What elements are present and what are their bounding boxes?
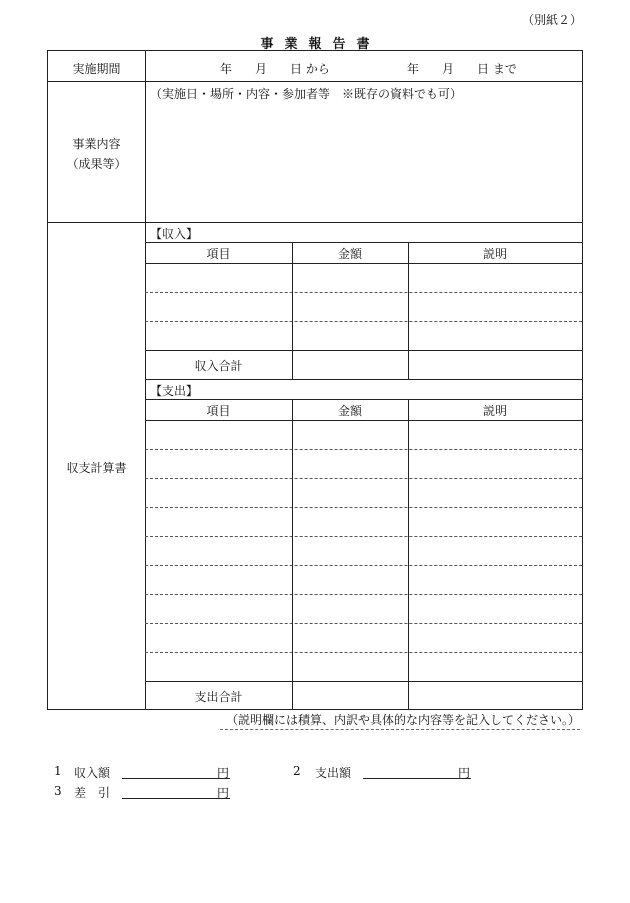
expense-row-line (145, 652, 582, 653)
summary-diff-field[interactable] (122, 784, 230, 799)
period-label: 実施期間 (72, 62, 121, 76)
expense-header: 【支出】 (150, 384, 199, 398)
expense-header-line (145, 399, 582, 400)
income-bottom-line (145, 379, 582, 380)
explanation-note: （説明欄には積算、内訳や具体的な内容等を記入してください。） (220, 711, 580, 730)
income-col-item: 項目 (206, 247, 231, 261)
summary-income-field[interactable] (122, 764, 230, 779)
income-col-desc: 説明 (482, 247, 507, 261)
content-hint[interactable]: （実施日・場所・内容・参加者等 ※既存の資料でも可） (150, 87, 463, 101)
period-month-from[interactable]: 月 (255, 62, 268, 76)
period-year-from[interactable]: 年 (220, 62, 233, 76)
expense-col-item: 項目 (206, 404, 231, 418)
expense-row-line (145, 565, 582, 566)
budget-label: 収支計算書 (66, 461, 127, 475)
period-year-to[interactable]: 年 (407, 62, 420, 76)
expense-row-line (145, 507, 582, 508)
expense-row-line (145, 594, 582, 595)
annex-label: （別紙２） (522, 13, 583, 27)
content-label-sub: （成果等） (66, 157, 127, 171)
income-row-line (145, 292, 582, 293)
expense-total-line (145, 681, 582, 682)
expense-row-line (145, 478, 582, 479)
income-col-amount: 金額 (337, 247, 362, 261)
summary-expense-no: 2 (293, 764, 301, 778)
expense-col-divider (408, 399, 409, 709)
expense-col-desc: 説明 (482, 404, 507, 418)
expense-row-line (145, 449, 582, 450)
expense-col-amount: 金額 (337, 404, 362, 418)
expense-row-line (145, 623, 582, 624)
expense-colhead-line (145, 420, 582, 421)
income-col-divider (292, 242, 293, 379)
summary-diff-no: 3 (54, 784, 62, 798)
income-row-line (145, 321, 582, 322)
summary-diff-unit: 円 (217, 786, 230, 800)
expense-col-divider (292, 399, 293, 709)
income-header: 【収入】 (150, 227, 199, 241)
summary-income-no: 1 (54, 764, 62, 778)
page-title: 事業報告書 (260, 37, 381, 52)
summary-expense-label: 支出額 (315, 766, 352, 780)
income-header-line (145, 242, 582, 243)
income-colhead-line (145, 263, 582, 264)
summary-expense-field[interactable] (363, 764, 471, 779)
summary-diff-label: 差 引 (74, 786, 111, 800)
income-total-label: 収入合計 (194, 359, 243, 373)
period-day-to[interactable]: 日 まで (477, 62, 517, 76)
expense-total-label: 支出合計 (194, 690, 243, 704)
summary-income-unit: 円 (217, 766, 230, 780)
period-month-to[interactable]: 月 (442, 62, 455, 76)
report-form (47, 50, 583, 710)
income-total-line (145, 350, 582, 351)
summary-expense-unit: 円 (458, 766, 471, 780)
income-col-divider (408, 242, 409, 379)
label-column-divider (145, 51, 146, 709)
period-row-bottom (48, 81, 582, 82)
expense-row-line (145, 536, 582, 537)
content-label: 事業内容 (72, 137, 121, 151)
period-day-from[interactable]: 日 から (290, 62, 330, 76)
content-row-bottom (48, 222, 582, 223)
summary-income-label: 収入額 (74, 766, 111, 780)
